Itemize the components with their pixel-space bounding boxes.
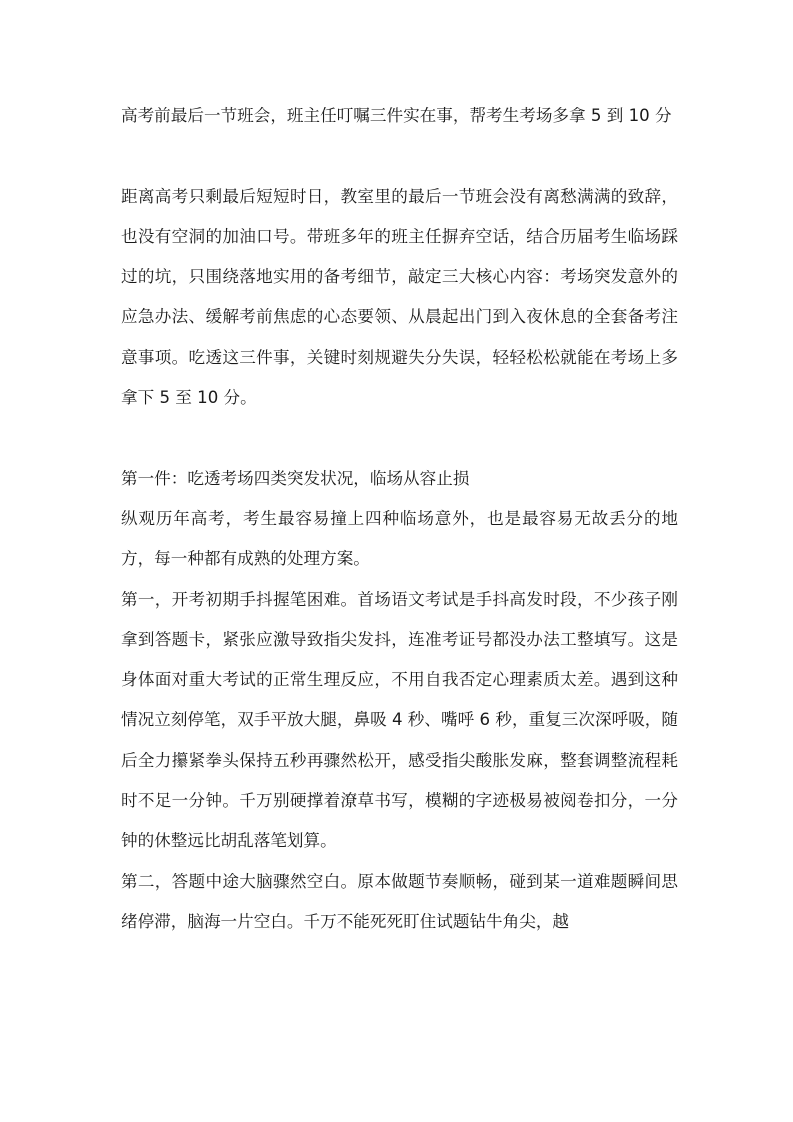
document-title: 高考前最后一节班会，班主任叮嘱三件实在事，帮考生考场多拿 5 到 10 分 xyxy=(121,106,672,125)
item-paragraph-2: 第二，答题中途大脑骤然空白。原本做题节奏顺畅，碰到某一道难题瞬间思绪停滞，脑海一片空白。千万不能死死盯住试题钻牛角尖，越 xyxy=(121,871,678,931)
intro-paragraph: 距离高考只剩最后短短时日，教室里的最后一节班会没有离愁满满的致辞，也没有空洞的加油口号。带班多年的班主任摒弃空话，结合历届考生临场踩过的坑，只围绕落地实用的备考细节，敲定三大核心内容：考场突发意外的应急办法、缓解考前焦虑的心态要领、从晨起出门到入夜休息的全套备考注意事项。吃透这三件事，关键时刻规避失分失误，轻轻松松就能在考场上多拿下 5 至 10 分。 xyxy=(121,186,678,408)
document-body xyxy=(121,96,678,942)
paragraph-gap xyxy=(121,136,678,176)
paragraph-gap xyxy=(121,418,678,458)
item-paragraph-1: 第一，开考初期手抖握笔困难。首场语文考试是手抖高发时段，不少孩子刚拿到答题卡，紧张应激导致指尖发抖，连准考证号都没办法工整填写。这是身体面对重大考试的正常生理反应，不用自我否定心理素质太差。遇到这种情况立刻停笔，双手平放大腿，鼻吸 4 秒、嘴呼 6 秒，重复三次深呼吸，随后全力攥紧拳头保持五秒再骤然松开，感受指尖酸胀发麻，整套调整流程耗时不足一分钟。千万别硬撑着潦草书写，模糊的字迹极易被阅卷扣分，一分钟的休整远比胡乱落笔划算。 xyxy=(121,589,678,851)
section-heading: 第一件：吃透考场四类突发状况，临场从容止损 xyxy=(121,468,470,488)
section-lead-paragraph: 纵观历年高考，考生最容易撞上四种临场意外，也是最容易无故丢分的地方，每一种都有成熟的处理方案。 xyxy=(121,508,678,569)
